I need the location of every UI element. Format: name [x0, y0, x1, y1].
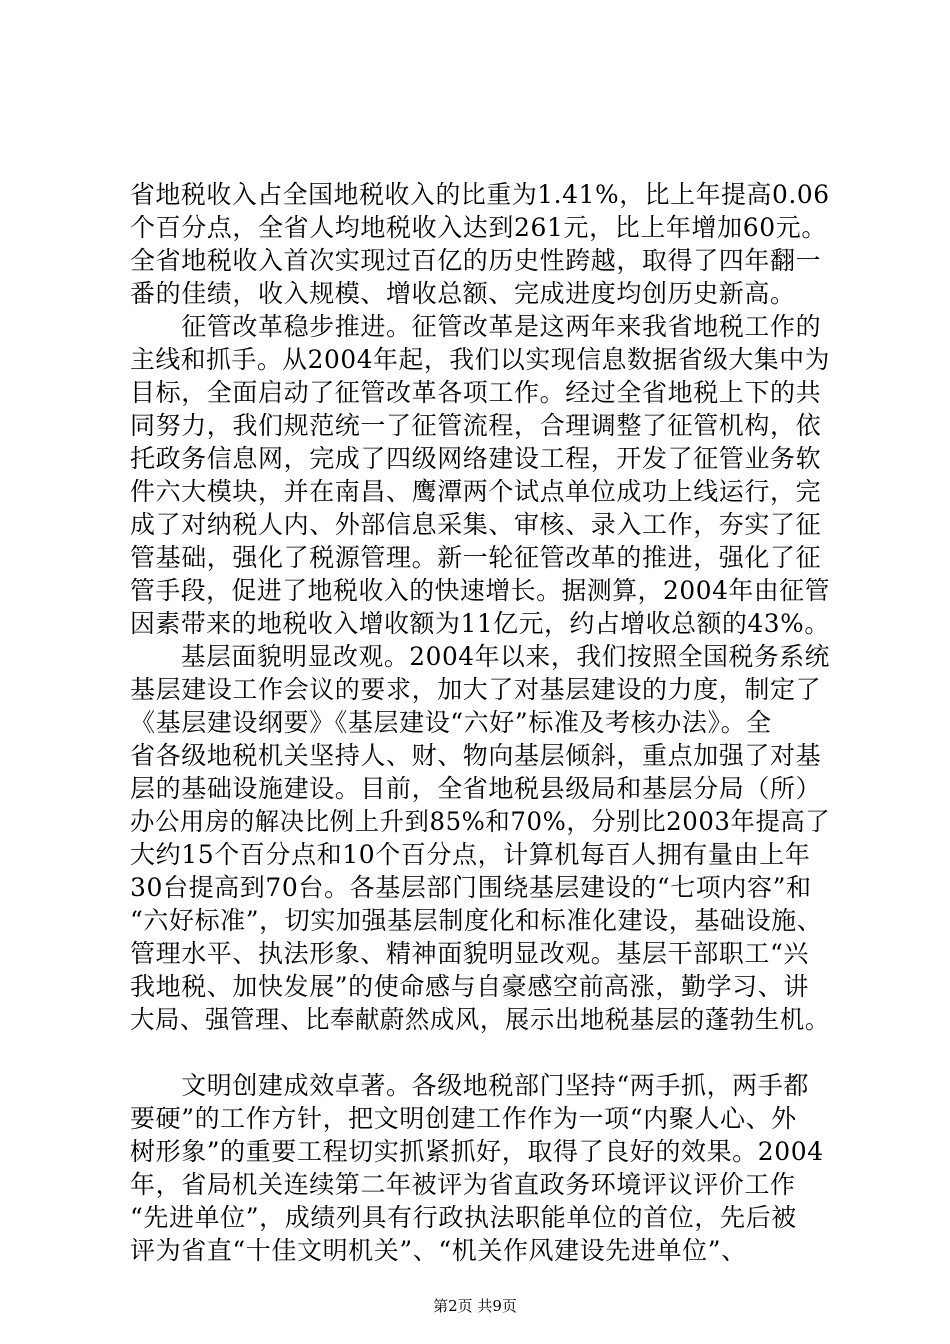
text-line: 件六大模块，并在南昌、鹰潭两个试点单位成功上线运行，完 [130, 477, 822, 506]
text-line: 《基层建设纲要》《基层建设“六好”标准及考核办法》。全 [130, 708, 772, 737]
text-line: 我地税、加快发展”的使命感与自豪感空前高涨，勤学习、讲 [130, 972, 809, 1001]
text-line: 评为省直“十佳文明机关”、“机关作风建设先进单位”、 [130, 1236, 747, 1265]
paragraph-start-line: 基层面貌明显改观。2004年以来，我们按照全国税务系统 [130, 642, 831, 671]
text-line: 因素带来的地税收入增收额为11亿元，约占增收总额的43%。 [130, 609, 830, 638]
text-line: 管手段，促进了地税收入的快速增长。据测算，2004年由征管 [130, 576, 831, 605]
paragraph-gap [130, 1036, 830, 1069]
paragraph-start-line: 征管改革稳步推进。征管改革是这两年来我省地税工作的 [130, 312, 822, 341]
text-line: 30台提高到70台。各基层部门围绕基层建设的“七项内容”和 [130, 873, 812, 902]
document-body [130, 178, 830, 1267]
text-line: 主线和抓手。从2004年起，我们以实现信息数据省级大集中为 [130, 345, 831, 374]
text-line: 同努力，我们规范统一了征管流程，合理调整了征管机构，依 [130, 411, 822, 440]
text-line: 年，省局机关连续第二年被评为省直政务环境评议评价工作 [130, 1170, 796, 1199]
text-line: 管基础，强化了税源管理。新一轮征管改革的推进，强化了征 [130, 543, 822, 572]
text-line: 大约15个百分点和10个百分点，计算机每百人拥有量由上年 [130, 840, 811, 869]
text-line: 办公用房的解决比例上升到85%和70%，分别比2003年提高了 [130, 807, 831, 836]
text-line: “先进单位”，成绩列具有行政执法职能单位的首位，先后被 [130, 1203, 797, 1232]
text-line: 成了对纳税人内、外部信息采集、审核、录入工作，夯实了征 [130, 510, 822, 539]
text-line: 番的佳绩，收入规模、增收总额、完成进度均创历史新高。 [130, 279, 796, 308]
text-line: 全省地税收入首次实现过百亿的历史性跨越，取得了四年翻一 [130, 246, 822, 275]
text-line: 目标，全面启动了征管改革各项工作。经过全省地税上下的共 [130, 378, 822, 407]
text-line: 大局、强管理、比奉献蔚然成风，展示出地税基层的蓬勃生机。 [130, 1005, 830, 1034]
text-line: 树形象”的重要工程切实抓紧抓好，取得了良好的效果。2004 [130, 1137, 824, 1166]
text-line: 基层建设工作会议的要求，加大了对基层建设的力度，制定了 [130, 675, 822, 704]
text-line: 要硬”的工作方针，把文明创建工作作为一项“内聚人心、外 [130, 1104, 797, 1133]
page-number-footer: 第2页 共9页 [433, 1297, 517, 1315]
text-line: 省各级地税机关坚持人、财、物向基层倾斜，重点加强了对基 [130, 741, 822, 770]
text-line: 个百分点，全省人均地税收入达到261元，比上年增加60元。 [130, 213, 827, 242]
text-line: “六好标准”，切实加强基层制度化和标准化建设，基础设施、 [130, 906, 823, 935]
text-line: 管理水平、执法形象、精神面貌明显改观。基层干部职工“兴 [130, 939, 809, 968]
text-line: 省地税收入占全国地税收入的比重为1.41%，比上年提高0.06 [130, 180, 830, 209]
paragraph-start-line: 文明创建成效卓著。各级地税部门坚持“两手抓，两手都 [130, 1071, 809, 1100]
text-line: 托政务信息网，完成了四级网络建设工程，开发了征管业务软 [130, 444, 822, 473]
text-line: 层的基础设施建设。目前，全省地税县级局和基层分局（所） [130, 774, 822, 803]
